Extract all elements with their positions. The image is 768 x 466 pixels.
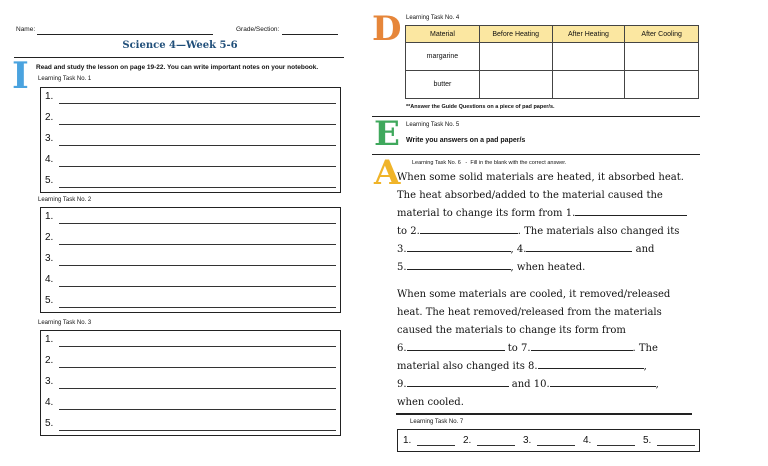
p1-text: , 4. (510, 244, 527, 255)
p1-line: The heat absorbed/added to the material caused the (397, 190, 663, 201)
blank-3[interactable] (407, 242, 511, 252)
task4-note: **Answer the Guide Questions on a piece of pad paper/s. (406, 104, 555, 110)
blank-6[interactable] (407, 341, 505, 351)
table-cell[interactable] (625, 43, 699, 71)
name-field[interactable] (37, 34, 213, 35)
task1-line[interactable] (59, 187, 336, 188)
task1-line[interactable] (59, 103, 336, 104)
task1-line[interactable] (59, 166, 336, 167)
table-cell[interactable] (479, 43, 552, 71)
table-row (406, 71, 699, 99)
task3-line[interactable] (59, 409, 336, 410)
table-cell[interactable] (479, 71, 552, 99)
blank-4[interactable] (526, 242, 632, 252)
blank-9[interactable] (407, 377, 509, 387)
task2-num: 4. (45, 274, 54, 285)
task7-box (397, 429, 700, 452)
task2-line[interactable] (59, 286, 336, 287)
letter-i: I (12, 55, 29, 97)
grade-label: Grade/Section: (236, 26, 280, 33)
divider (372, 116, 700, 117)
task2-label: Learning Task No. 2 (38, 197, 92, 203)
table-cell-material: margarine (406, 43, 480, 71)
p2-text: , (643, 361, 647, 372)
task3-line[interactable] (59, 388, 336, 389)
task2-box (40, 207, 341, 313)
task7-num: 3. (523, 435, 532, 446)
p2-line: heat. The heat removed/released from the materials (397, 307, 662, 318)
table-row (406, 43, 699, 71)
name-label: Name: (16, 26, 36, 33)
task3-num: 5. (45, 418, 54, 429)
grade-field[interactable] (282, 34, 338, 35)
blank-2[interactable] (420, 224, 518, 234)
table-header: Material (406, 26, 480, 43)
p2-line: When some materials are cooled, it removed/released (397, 289, 671, 300)
task1-box (40, 87, 341, 193)
p1-text: . The materials also changed its (517, 226, 680, 237)
p1-line: When some solid materials are heated, it absorbed heat. (397, 172, 684, 183)
task3-line[interactable] (59, 346, 336, 347)
task7-blank[interactable] (597, 445, 635, 446)
task5-label: Learning Task No. 5 (406, 122, 460, 128)
task3-box (40, 330, 341, 436)
divider (372, 154, 700, 155)
task3-num: 1. (45, 334, 54, 345)
task3-num: 2. (45, 355, 54, 366)
task7-num: 5. (643, 435, 652, 446)
task7-blank[interactable] (537, 445, 575, 446)
task7-blank[interactable] (417, 445, 455, 446)
title-divider (14, 57, 344, 58)
task1-line[interactable] (59, 145, 336, 146)
task1-num: 2. (45, 112, 54, 123)
task2-num: 5. (45, 295, 54, 306)
p2-line: when cooled. (397, 397, 464, 408)
task7-label: Learning Task No. 7 (410, 419, 464, 425)
p2-text: . The (632, 343, 658, 354)
task2-line[interactable] (59, 223, 336, 224)
p1-text: to 2. (397, 226, 420, 237)
task1-label: Learning Task No. 1 (38, 76, 92, 82)
p1-text: 3. (397, 244, 407, 255)
task1-num: 3. (45, 133, 54, 144)
p1-text: material to change its form from 1. (397, 208, 576, 219)
blank-7[interactable] (531, 341, 633, 351)
table-cell[interactable] (625, 71, 699, 99)
table-header: After Cooling (625, 26, 699, 43)
task6-instruction: Fill in the blank with the correct answer. (470, 160, 567, 166)
divider (396, 413, 692, 415)
task7-num: 4. (583, 435, 592, 446)
blank-8[interactable] (538, 359, 644, 369)
letter-a: A (374, 153, 401, 193)
task3-label: Learning Task No. 3 (38, 320, 92, 326)
p2-text: material also changed its 8. (397, 361, 538, 372)
letter-d: D (372, 9, 402, 49)
page-title: Science 4—Week 5-6 (122, 40, 238, 51)
table-header-row (406, 26, 699, 43)
task6-paragraph-2 (397, 286, 697, 412)
task2-line[interactable] (59, 307, 336, 308)
task7-num: 2. (463, 435, 472, 446)
p2-text: , (655, 379, 659, 390)
task2-num: 1. (45, 211, 54, 222)
task1-num: 4. (45, 154, 54, 165)
task1-num: 5. (45, 175, 54, 186)
task4-label: Learning Task No. 4 (406, 15, 460, 21)
task2-num: 2. (45, 232, 54, 243)
table-header: After Heating (552, 26, 625, 43)
p1-text: 5. (397, 262, 407, 273)
task3-line[interactable] (59, 367, 336, 368)
blank-10[interactable] (550, 377, 656, 387)
table-cell[interactable] (552, 43, 625, 71)
p1-text: , when heated. (510, 262, 586, 273)
task6-paragraph-1 (397, 169, 697, 277)
p2-text: 9. (397, 379, 407, 390)
letter-e: E (374, 114, 400, 154)
p2-text: to 7. (507, 343, 531, 354)
blank-1[interactable] (575, 206, 687, 216)
p2-text: 6. (397, 343, 407, 354)
task1-num: 1. (45, 91, 54, 102)
table-header: Before Heating (479, 26, 552, 43)
p2-line: caused the materials to change its form from (397, 325, 626, 336)
table-cell[interactable] (552, 71, 625, 99)
instruction-text: Read and study the lesson on page 19-22. You can write important notes on your notebook. (36, 64, 319, 71)
p2-text: and 10. (511, 379, 550, 390)
table-cell-material: butter (406, 71, 480, 99)
task6-label: Learning Task No. 6 (412, 160, 461, 166)
task7-num: 1. (403, 435, 412, 446)
task7-blank[interactable] (657, 445, 695, 446)
task7-blank[interactable] (477, 445, 515, 446)
task3-num: 3. (45, 376, 54, 387)
task4-table (405, 25, 699, 99)
task2-line[interactable] (59, 244, 336, 245)
task6-header (412, 160, 566, 166)
blank-5[interactable] (407, 260, 511, 270)
p1-text: and (635, 244, 655, 255)
task6-sep: - (465, 160, 468, 166)
task5-instruction: Write you answers on a pad paper/s (406, 137, 526, 144)
task1-line[interactable] (59, 124, 336, 125)
task2-num: 3. (45, 253, 54, 264)
task3-num: 4. (45, 397, 54, 408)
task2-line[interactable] (59, 265, 336, 266)
task3-line[interactable] (59, 430, 336, 431)
